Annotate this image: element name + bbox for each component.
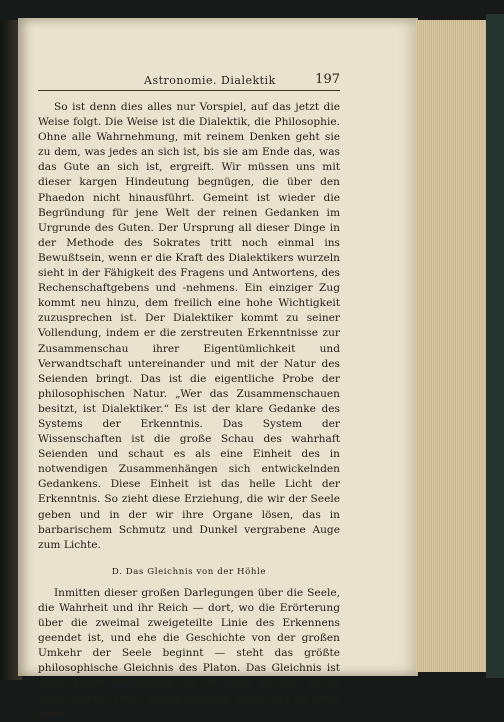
book-cover-edge-right (486, 14, 504, 678)
page-body (38, 100, 340, 722)
running-head: Astronomie. Dialektik (144, 74, 276, 87)
section-heading: D. Das Gleichnis von der Höhle (111, 566, 267, 577)
paragraph: So ist denn dies alles nur Vorspiel, auf das jetzt die Weise folgt. Die Weise ist die Dialektik, die Philosophie. Ohne alle Wahrnehmung, mit reinem Denken geht sie zu dem, was jedes an sich ist, bis sie am Ende das, was das Gute an sich ist, ergreift. Wir müssen uns mit dieser kargen Hindeutung begnügen, die über den Phaedon nicht hinausführt. Gemeint ist wieder die Begründung für jene Welt der reinen Gedanken im Urgrunde des Guten. Der Ursprung all dieser Dinge in der Methode des Sokrates tritt noch einmal ins Bewußtsein, wenn er die Kraft des Dialektikers wurzeln sieht in der Fähigkeit des Fragens und Antwortens, des Rechenschaftgebens und -nehmens. Ein einziger Zug kommt neu hinzu, dem freilich eine hohe Wichtigkeit zuzusprechen ist. Der Dialektiker kommt zu seiner Vollendung, indem er die zerstreuten Erkenntnisse zur Zusammenschau ihrer Eigentümlichkeit und Verwandtschaft untereinander und mit der Natur des Seienden bringt. Das ist die eigentliche Probe der philosophischen Natur. „Wer das Zusammenschauen besitzt, ist Dialektiker.“ Es ist der klare Gedanke des Systems der Erkenntnis. Das System der Wissenschaften ist die große Schau des wahrhaft Seienden und schaut es als eine Einheit des in notwendigen Zusammenhängen sich entwickelnden Gedankens. Diese Einheit ist das helle Licht der Erkenntnis. So zieht diese Erziehung, die wir der Seele geben und in der wir ihre Organe lösen, das in barbarischem Schmutz und Dunkel vergrabene Auge zum Lichte. (38, 101, 340, 551)
page-number: 197 (315, 72, 340, 87)
page-header (38, 72, 340, 91)
paragraph: Inmitten dieser großen Darlegungen über die Seele, die Wahrheit und ihr Reich — dort, wo die Erörterung über die zweimal zweigeteilte Linie des Erkennens geendet ist, und ehe die Geschichte von der großen Umkehr der Seele beginnt — steht das größte philosophische Gleichnis des Platon. Das Gleichnis ist seine ganze Philosophie. Es ist mehr als das, es ist seine eigene, tiefe, unergründliche Seele und ist diese Seele (38, 586, 340, 720)
page-edges-stack (416, 20, 492, 672)
